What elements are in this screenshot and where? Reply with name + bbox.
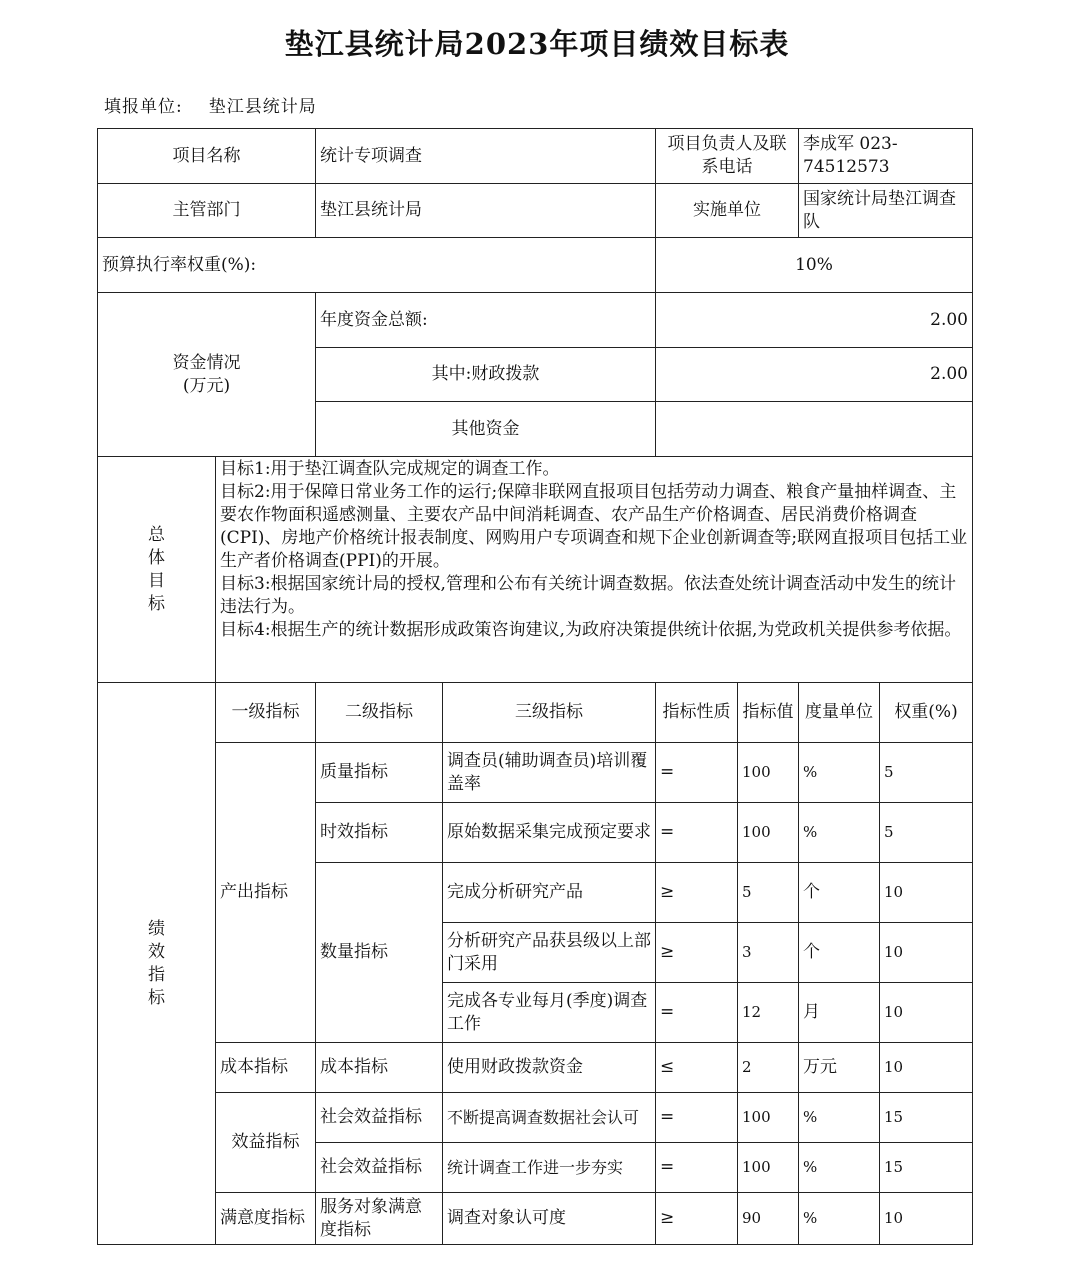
dept-label: 主管部门 bbox=[98, 184, 316, 238]
row-6-unit: 万元 bbox=[799, 1043, 880, 1093]
row-6-weight: 10 bbox=[880, 1043, 973, 1093]
row-2-weight: 5 bbox=[880, 803, 973, 863]
row-1-name: 调查员(辅助调查员)培训覆盖率 bbox=[443, 743, 656, 803]
funds-label bbox=[98, 293, 316, 457]
dept-row bbox=[98, 184, 973, 238]
row-3-nature: ≥ bbox=[656, 863, 738, 923]
perf-label: 绩 效 指 标 bbox=[98, 683, 216, 1245]
impl-value: 国家统计局垫江调查队 bbox=[799, 184, 973, 238]
row-3-weight: 10 bbox=[880, 863, 973, 923]
row-7-value: 100 bbox=[738, 1093, 799, 1143]
row-8-name: 统计调查工作进一步夯实 bbox=[443, 1143, 656, 1193]
group-social-1: 社会效益指标 bbox=[316, 1093, 443, 1143]
total-funds-value: 2.00 bbox=[656, 293, 973, 348]
row-1-nature: = bbox=[656, 743, 738, 803]
row-6-nature: ≤ bbox=[656, 1043, 738, 1093]
funds-total-row bbox=[98, 293, 973, 348]
fill-unit-label: 填报单位: bbox=[104, 97, 183, 117]
row-2-nature: = bbox=[656, 803, 738, 863]
row-5-unit: 月 bbox=[799, 983, 880, 1043]
group-satisfaction: 满意度指标 bbox=[216, 1193, 316, 1245]
page-title: 垫江县统计局2023年项目绩效目标表 bbox=[284, 27, 790, 61]
row-4-nature: ≥ bbox=[656, 923, 738, 983]
fiscal-value: 2.00 bbox=[656, 348, 973, 402]
row-8-value: 100 bbox=[738, 1143, 799, 1193]
fill-unit bbox=[104, 92, 317, 117]
goal-2: 目标2:用于保障日常业务工作的运行;保障非联网直报项目包括劳动力调查、粮食产量抽样调查、主要农作物面积遥感测量、主要农产品中间消耗调查、农产品生产价格调查、居民消费价格调查(CPI)、房地产价格统计报表制度、网购用户专项调查和规下企业创新调查等;联网直报项目包括工业生产者价格调查(PPI)的开展。 bbox=[220, 482, 968, 571]
table-row bbox=[98, 1193, 973, 1245]
overall-goal-row bbox=[98, 457, 973, 683]
row-9-name: 调查对象认可度 bbox=[443, 1193, 656, 1245]
row-8-weight: 15 bbox=[880, 1143, 973, 1193]
row-2-name: 原始数据采集完成预定要求 bbox=[443, 803, 656, 863]
row-5-value: 12 bbox=[738, 983, 799, 1043]
header-level3: 三级指标 bbox=[443, 683, 656, 743]
group-social-2: 社会效益指标 bbox=[316, 1143, 443, 1193]
row-2-value: 100 bbox=[738, 803, 799, 863]
table-row bbox=[98, 743, 973, 803]
goal-1: 目标1:用于垫江调查队完成规定的调查工作。 bbox=[220, 459, 560, 479]
row-4-unit: 个 bbox=[799, 923, 880, 983]
row-5-nature: = bbox=[656, 983, 738, 1043]
row-9-value: 90 bbox=[738, 1193, 799, 1245]
group-cost: 成本指标 bbox=[216, 1043, 316, 1093]
overall-goal-label: 总 体 目 标 bbox=[98, 457, 216, 683]
other-funds-label: 其他资金 bbox=[316, 402, 656, 457]
overall-goal-text bbox=[216, 457, 973, 683]
row-4-value: 3 bbox=[738, 923, 799, 983]
funds-label-line1: 资金情况 bbox=[172, 352, 241, 373]
row-1-weight: 5 bbox=[880, 743, 973, 803]
group-quantity: 数量指标 bbox=[316, 863, 443, 1043]
row-5-name: 完成各专业每月(季度)调查工作 bbox=[443, 983, 656, 1043]
row-7-nature: = bbox=[656, 1093, 738, 1143]
group-benefit: 效益指标 bbox=[216, 1093, 316, 1193]
performance-table bbox=[97, 128, 973, 1245]
row-3-value: 5 bbox=[738, 863, 799, 923]
row-1-unit: % bbox=[799, 743, 880, 803]
row-6-name: 使用财政拨款资金 bbox=[443, 1043, 656, 1093]
row-3-unit: 个 bbox=[799, 863, 880, 923]
fiscal-label: 其中:财政拨款 bbox=[316, 348, 656, 402]
header-level2: 二级指标 bbox=[316, 683, 443, 743]
budget-rate-label: 预算执行率权重(%): bbox=[98, 238, 656, 293]
project-name-label: 项目名称 bbox=[98, 129, 316, 184]
funds-label-line2: (万元) bbox=[182, 375, 231, 396]
row-3-name: 完成分析研究产品 bbox=[443, 863, 656, 923]
header-level1: 一级指标 bbox=[216, 683, 316, 743]
group-quality: 质量指标 bbox=[316, 743, 443, 803]
group-timeliness: 时效指标 bbox=[316, 803, 443, 863]
row-9-weight: 10 bbox=[880, 1193, 973, 1245]
row-7-name: 不断提高调查数据社会认可 bbox=[443, 1093, 656, 1143]
impl-label: 实施单位 bbox=[656, 184, 799, 238]
table-row bbox=[98, 1093, 973, 1143]
header-unit: 度量单位 bbox=[799, 683, 880, 743]
total-funds-label: 年度资金总额: bbox=[316, 293, 656, 348]
budget-rate-row bbox=[98, 238, 973, 293]
other-funds-value bbox=[656, 402, 973, 457]
fill-unit-value: 垫江县统计局 bbox=[208, 97, 317, 117]
group-service-satisfaction: 服务对象满意度指标 bbox=[316, 1193, 443, 1245]
project-name-value: 统计专项调查 bbox=[316, 129, 656, 184]
goal-4: 目标4:根据生产的统计数据形成政策咨询建议,为政府决策提供统计依据,为党政机关提供参考依据。 bbox=[220, 620, 962, 640]
group-output: 产出指标 bbox=[216, 743, 316, 1043]
contact-value: 李成军 023-74512573 bbox=[799, 129, 973, 184]
row-7-unit: % bbox=[799, 1093, 880, 1143]
row-4-weight: 10 bbox=[880, 923, 973, 983]
indicator-header-row bbox=[98, 683, 973, 743]
contact-label: 项目负责人及联系电话 bbox=[656, 129, 799, 184]
row-6-value: 2 bbox=[738, 1043, 799, 1093]
group-cost-sub: 成本指标 bbox=[316, 1043, 443, 1093]
dept-value: 垫江县统计局 bbox=[316, 184, 656, 238]
project-name-row bbox=[98, 129, 973, 184]
row-9-nature: ≥ bbox=[656, 1193, 738, 1245]
row-8-nature: = bbox=[656, 1143, 738, 1193]
header-nature: 指标性质 bbox=[656, 683, 738, 743]
row-1-value: 100 bbox=[738, 743, 799, 803]
row-8-unit: % bbox=[799, 1143, 880, 1193]
table-row bbox=[98, 1043, 973, 1093]
row-9-unit: % bbox=[799, 1193, 880, 1245]
row-2-unit: % bbox=[799, 803, 880, 863]
row-7-weight: 15 bbox=[880, 1093, 973, 1143]
row-5-weight: 10 bbox=[880, 983, 973, 1043]
header-value: 指标值 bbox=[738, 683, 799, 743]
row-4-name: 分析研究产品获县级以上部门采用 bbox=[443, 923, 656, 983]
header-weight: 权重(%) bbox=[880, 683, 973, 743]
budget-rate-value: 10% bbox=[656, 238, 973, 293]
goal-3: 目标3:根据国家统计局的授权,管理和公布有关统计调查数据。依法查处统计调查活动中发生的统计违法行为。 bbox=[220, 574, 956, 617]
